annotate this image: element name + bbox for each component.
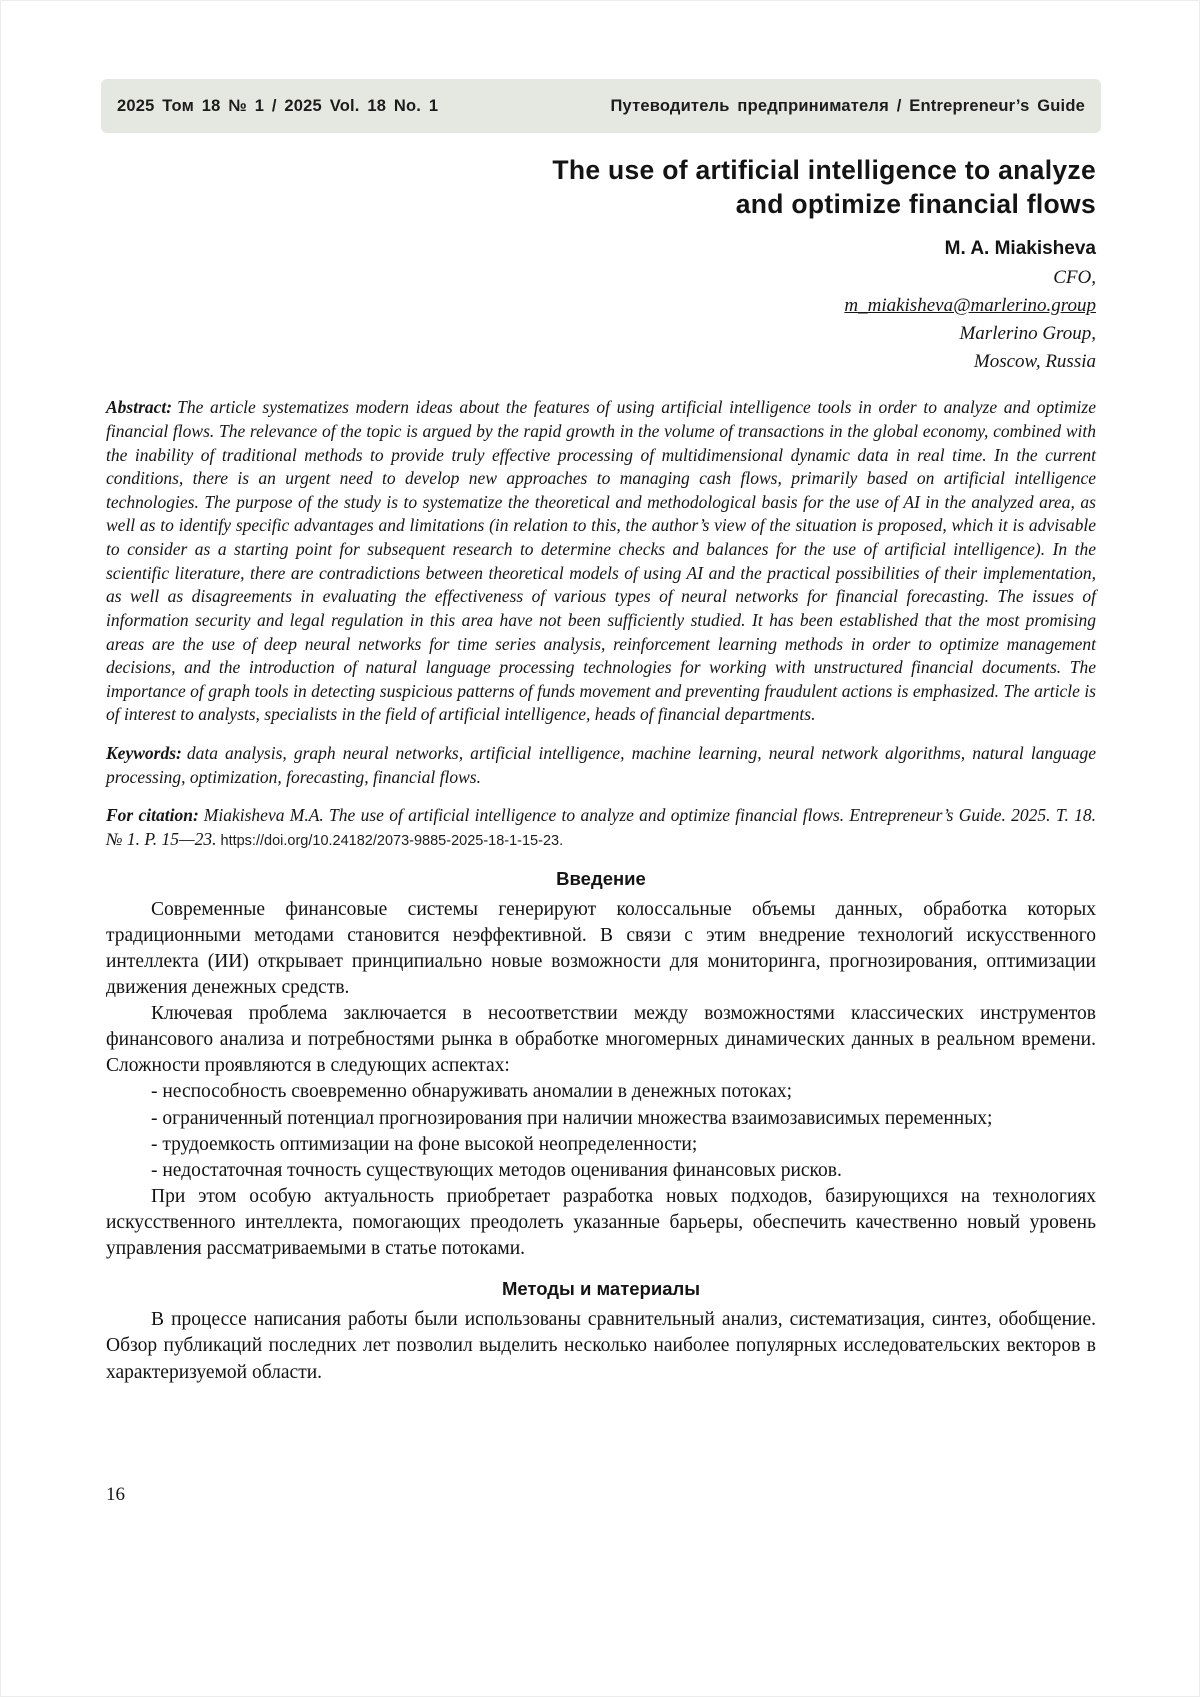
keywords-text: data analysis, graph neural networks, artificial intelligence, machine learning, neural network algorithms, natural language processing, optimization, forecasting, financial flows.	[106, 743, 1096, 787]
journal-header-bar	[101, 79, 1101, 133]
abstract-label: Abstract:	[106, 397, 173, 418]
intro-list-item-4: - недостаточная точность существующих методов оценивания финансовых рисков.	[151, 1159, 842, 1181]
author-name: M. A. Miakisheva	[944, 237, 1096, 259]
affiliation-organization: Marlerino Group,	[959, 323, 1096, 345]
affiliation-city: Moscow, Russia	[973, 351, 1096, 373]
journal-name: Путеводитель предпринимателя / Entrepreneur’s Guide	[610, 96, 1085, 115]
intro-paragraph-3: При этом особую актуальность приобретает разработка новых подходов, базирующихся на технологиях искусственного интеллекта, помогающих преодолеть указанные барьеры, обеспечить качественно новый уровень управления рассматриваемыми в статье потоками.	[106, 1185, 1096, 1260]
intro-list-item-1: - неспособность своевременно обнаруживать аномалии в денежных потоках;	[151, 1081, 793, 1103]
article-title-line1: The use of artificial intelligence to analyze	[552, 155, 1096, 185]
citation-text: Miakisheva M.A. The use of artificial intelligence to analyze and optimize financial flows. Entrepreneur’s Guide. 2025. Т. 18. № 1. P. 15—23.	[106, 805, 1096, 849]
intro-list-item-2: - ограниченный потенциал прогнозирования при наличии множества взаимозависимых переменных;	[151, 1107, 993, 1129]
author-role: CFO,	[1053, 266, 1096, 288]
keywords-paragraph	[106, 742, 1096, 789]
abstract-paragraph	[106, 396, 1096, 727]
section-heading-methods: Методы и материалы	[501, 1278, 701, 1300]
intro-list	[106, 1079, 1096, 1184]
intro-list-item-3: - трудоемкость оптимизации на фоне высокой неопределенности;	[151, 1133, 698, 1155]
page-number: 16	[106, 1484, 125, 1505]
citation-label: For citation:	[106, 805, 199, 826]
section-heading-introduction: Введение	[556, 867, 646, 889]
article-title	[106, 153, 1096, 222]
abstract-text: The article systematizes modern ideas about the features of using artificial intelligence tools in order to analyze and optimize financial flows. The relevance of the topic is argued by the rapid growth in the volume of transactions in the global economy, combined with the inability of traditional methods to provide truly effective processing of multidimensional dynamic data in real time. In the current conditions, there is an urgent need to develop new approaches to managing cash flows, primarily based on artificial intelligence technologies. The purpose of the study is to systematize the theoretical and methodological basis for the use of AI in the analyzed area, as well as to identify specific advantages and limitations (in relation to this, the author’s view of the situation is proposed, which it is advisable to consider as a starting point for subsequent research to determine checks and balances for the use of artificial intelligence). In the scientific literature, there are contradictions between theoretical models of using AI and the practical possibilities of their implementation, as well as disagreements in evaluating the effectiveness of various types of neural networks for financial forecasting. The issues of information security and legal regulation in this area have not been sufficiently studied. It has been established that the most promising areas are the use of deep neural networks for time series analysis, reinforcement learning methods in order to optimize management decisions, and the introduction of natural language processing technologies for working with unstructured financial documents. The importance of graph tools in detecting suspicious patterns of funds movement and preventing fraudulent actions is emphasized. The article is of interest to analysts, specialists in the field of artificial intelligence, heads of financial departments.	[106, 397, 1096, 725]
intro-paragraph-2: Ключевая проблема заключается в несоответствии между возможностями классических инструментов финансового анализа и потребностями рынка в обработке многомерных динамических данных в реальном времени. Сложности проявляются в следующих аспектах:	[106, 1003, 1096, 1077]
intro-paragraph-1: Современные финансовые системы генерируют колоссальные объемы данных, обработка которых традиционными методами становится неэффективной. В связи с этим внедрение технологий искусственного интеллекта (ИИ) открывает принципиально новые возможности для мониторинга, прогнозирования, оптимизации движения денежных средств.	[106, 898, 1096, 998]
author-email-link[interactable]: m_miakisheva@marlerino.group	[844, 294, 1096, 316]
issue-info: 2025 Том 18 № 1 / 2025 Vol. 18 No. 1	[117, 96, 439, 115]
article-title-line2: and optimize financial flows	[735, 189, 1096, 220]
keywords-label: Keywords:	[106, 743, 182, 764]
article-content	[106, 153, 1096, 1386]
citation-doi: https://doi.org/10.24182/2073-9885-2025-18-1-15-23.	[220, 832, 564, 849]
methods-paragraph-1: В процессе написания работы были использованы сравнительный анализ, систематизация, синтез, обобщение. Обзор публикаций последних лет позволил выделить несколько наиболее популярных исследовательских векторов в характеризуемой области.	[106, 1309, 1096, 1383]
citation-paragraph	[106, 804, 1096, 851]
author-email-line	[106, 292, 1096, 320]
